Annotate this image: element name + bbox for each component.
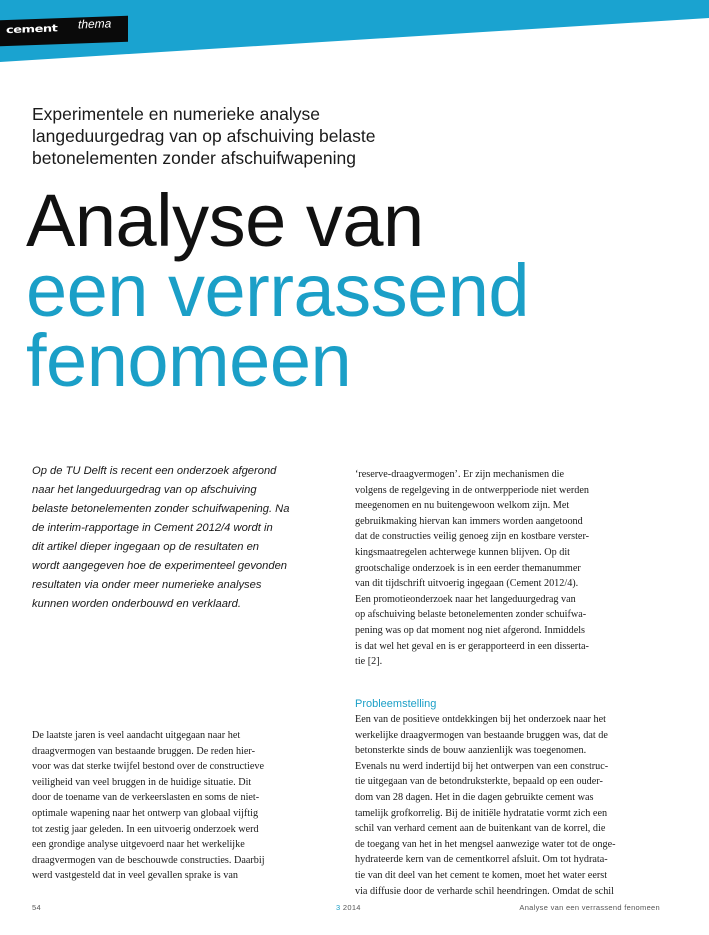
body-line: tamelijk grofkorrelig. Bij de initiële hydratatie vormt zich een — [355, 807, 608, 819]
body-line: dom van 28 dagen. Het in die dagen gebruikte cement was — [355, 791, 594, 803]
body-line: kingsmaatregelen achterwege kunnen blijven. Op dit — [355, 546, 570, 558]
body-line: grootschalige onderzoek is in een eerder themanummer — [355, 562, 581, 574]
body-line: draagvermogen van de beschouwde constructies. Daarbij — [32, 854, 265, 866]
magazine-brand — [0, 16, 128, 46]
article-subtitle — [32, 103, 452, 169]
body-line: gebruikmaking hiervan kan immers worden aangetoond — [355, 515, 583, 527]
subtitle-line: Experimentele en numerieke analyse — [32, 104, 320, 124]
section-label: thema — [78, 16, 112, 32]
intro-line: dit artikel dieper ingegaan op de resultaten en — [32, 541, 260, 553]
body-line: is dat wel het geval en is er gerapporteerd in een disserta- — [355, 640, 589, 652]
body-line: hydrateerde kern van de cementkorrel afsluit. Om tot hydrata- — [355, 854, 608, 866]
intro-line: belaste betonelementen zonder schuifwapening. Na — [32, 503, 290, 515]
body-line: tie van dit deel van het cement te komen, moet het water eerst — [355, 869, 608, 881]
subtitle-line: betonelementen zonder afschuifwapening — [32, 148, 356, 168]
article-intro — [32, 462, 294, 614]
body-line: de toegang van het in het mengsel aanwezige water tot de onge- — [355, 838, 616, 850]
article-title — [26, 179, 706, 402]
body-line: door de toename van de verkeerslasten en soms de niet- — [32, 792, 260, 804]
body-line: meegenomen en nu buitengewoon welkom zijn. Met — [355, 500, 570, 512]
body-line: op afschuiving belaste betonelementen zonder schuifwa- — [355, 609, 587, 621]
body-line: volgens de regelgeving in de ontwerpperiode niet werden — [355, 484, 589, 496]
body-line: betonsterkte sinds de bouw aanzienlijk was toegenomen. — [355, 745, 587, 757]
body-line: pening was op dat moment nog niet afgerond. Inmiddels — [355, 624, 586, 636]
body-line: optimale wapening naar het ontwerp van globaal vijftig — [32, 807, 259, 819]
body-line: tie [2]. — [355, 656, 383, 668]
title-line: Analyse van — [26, 179, 424, 262]
body-column-right-bottom — [355, 697, 617, 899]
body-line: werd vastgesteld dat in veel gevallen sprake is van — [32, 870, 238, 882]
body-line: werkelijke draagvermogen van bestaande bruggen was, dat de — [355, 729, 608, 741]
running-title: Analyse van een verrassend fenomeen — [519, 903, 660, 912]
body-line: tot zestig jaar geleden. In een uitvoerig onderzoek werd — [32, 823, 259, 835]
issue-label — [336, 903, 361, 912]
body-line: dat de constructies veilig genoeg zijn en kostbare verster- — [355, 531, 590, 543]
body-line: Evenals nu werd indertijd bij het ontwerpen van een construc- — [355, 760, 609, 772]
body-line: schil van verhard cement aan de buitenkant van de korrel, die — [355, 823, 606, 835]
intro-line: kunnen worden onderbouwd en verklaard. — [32, 598, 241, 610]
intro-line: resultaten via onder meer numerieke analyses — [32, 579, 262, 591]
body-line: Een promotieonderzoek naar het langeduurgedrag van — [355, 593, 576, 605]
body-line: via diffusie door de verharde schil heendringen. Omdat de schil — [355, 885, 614, 897]
intro-line: de interim-rapportage in Cement 2012/4 wordt in — [32, 522, 273, 534]
title-line: een verrassend — [26, 249, 530, 332]
body-line: De laatste jaren is veel aandacht uitgegaan naar het — [32, 730, 241, 741]
body-line: een grondige analyse uitgevoerd naar het werkelijke — [32, 839, 245, 851]
subtitle-line: langeduurgedrag van op afschuiving belaste — [32, 126, 376, 146]
body-line: voor was dat sterke twijfel bestond over de constructieve — [32, 761, 264, 773]
section-heading: Probleemstelling — [355, 698, 437, 710]
body-line: veiligheid van veel bruggen in de huidige situatie. Dit — [32, 776, 252, 788]
body-line: Een van de positieve ontdekkingen bij het onderzoek naar het — [355, 714, 606, 725]
body-line: draagvermogen van bestaande bruggen. De reden hier- — [32, 745, 255, 757]
title-line: fenomeen — [26, 319, 352, 402]
body-column-right-top — [355, 467, 613, 670]
body-column-left — [32, 728, 288, 884]
intro-line: naar het langeduurgedrag van op afschuiving — [32, 484, 257, 496]
body-line: tie uitgegaan van de betondruksterkte, bepaald op een ouder- — [355, 776, 603, 788]
body-line: ‘reserve-draagvermogen’. Er zijn mechanismen die — [355, 469, 565, 480]
intro-line: wordt aangegeven hoe de experimenteel gevonden — [32, 560, 288, 572]
brand-logo: cement — [6, 23, 58, 37]
intro-line: Op de TU Delft is recent een onderzoek afgerond — [32, 465, 277, 477]
issue-year: 2014 — [342, 903, 361, 912]
page-number: 54 — [32, 903, 41, 912]
issue-number: 3 — [336, 903, 341, 912]
body-line: van dit tijdschrift uitvoerig ingegaan (Cement 2012/4). — [355, 578, 579, 590]
